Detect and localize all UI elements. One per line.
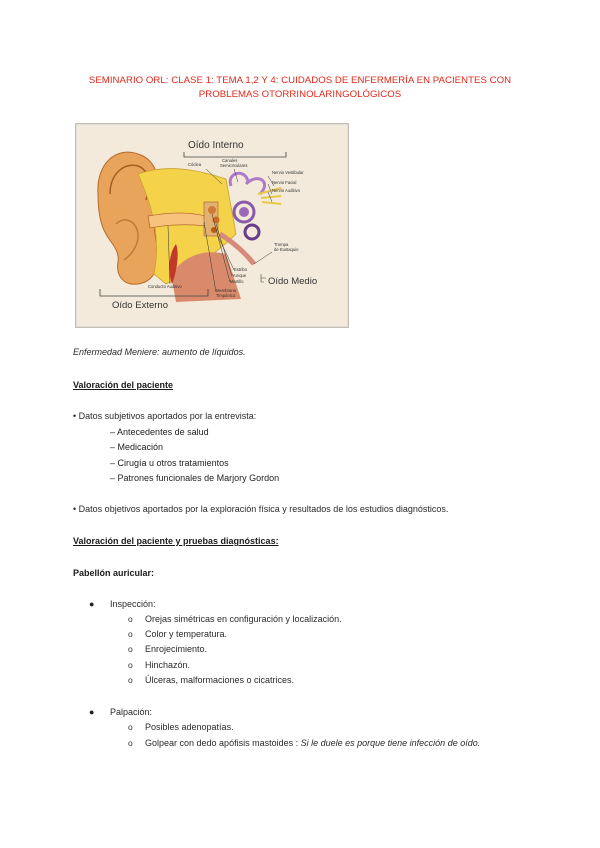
subitem-medicacion: – Medicación xyxy=(110,442,164,452)
title-line-2: PROBLEMAS OTORRINOLARINGOLÓGICOS xyxy=(198,89,402,100)
label-semicirculares: Semicirculares xyxy=(220,163,248,168)
circle-bullet-icon: o xyxy=(128,722,133,732)
label-yunque: Yunque xyxy=(232,273,247,278)
label-trompa: Trompa xyxy=(274,242,289,247)
label-nervio-facial: Nervio Facial xyxy=(272,180,297,185)
inspeccion-item-5: Úlceras, malformaciones o cicatrices. xyxy=(145,675,295,685)
inspeccion-item-2: Color y temperatura. xyxy=(145,629,228,639)
circle-bullet-icon: o xyxy=(128,675,133,685)
circle-bullet-icon: o xyxy=(128,629,133,639)
filled-bullet-icon: ● xyxy=(89,707,95,717)
heading-valoracion-pruebas: Valoración del paciente y pruebas diagnósticas: xyxy=(73,536,279,546)
label-oido-externo: Oído Externo xyxy=(112,300,168,311)
inspeccion-item-1: Orejas simétricas en configuración y localización. xyxy=(145,614,342,624)
label-inspeccion: Inspección: xyxy=(110,599,156,609)
filled-bullet-icon: ● xyxy=(89,599,95,609)
label-eustaquio: de Eustaquio xyxy=(274,247,299,252)
circle-bullet-icon: o xyxy=(128,644,133,654)
label-nervio-vestibular: Nervio Vestibular xyxy=(272,170,304,175)
bullet-glyph: • xyxy=(73,504,77,514)
inspeccion-item-4: Hinchazón. xyxy=(145,660,191,670)
label-conducto: Conducto Auditivo xyxy=(148,284,182,289)
label-martillo: Martillo xyxy=(230,279,244,284)
label-oido-interno: Oído Interno xyxy=(188,140,244,151)
title-line-1: SEMINARIO ORL: CLASE 1: TEMA 1,2 Y 4: CUIDADOS DE ENFERMERÍA EN PACIENTES CON xyxy=(88,75,512,86)
inspeccion-item-3: Enrojecimiento. xyxy=(145,644,208,654)
label-oido-medio: Oído Medio xyxy=(268,276,318,287)
document-title xyxy=(70,74,530,102)
circle-bullet-icon: o xyxy=(128,614,133,624)
caption-meniere: Enfermedad Meniere: aumento de líquidos. xyxy=(73,347,246,357)
bullet-datos-subjetivos: • Datos subjetivos aportados por la entrevista: xyxy=(73,411,257,421)
label-palpacion: Palpación: xyxy=(110,707,153,717)
circle-bullet-icon: o xyxy=(128,660,133,670)
bullet-datos-objetivos: • Datos objetivos aportados por la exploración física y resultados de los estudios diagnósticos. xyxy=(73,504,449,514)
palpacion-item-1: Posibles adenopatías. xyxy=(145,722,234,732)
bullet-glyph: • xyxy=(73,411,77,421)
label-membrana: Membrana xyxy=(216,288,237,293)
label-timpanica: Timpánica xyxy=(216,293,236,298)
palpacion-item-2: Golpear con dedo apófisis mastoides : Si le duele es porque tiene infección de oído. xyxy=(145,738,481,748)
subheading-pabellon: Pabellón auricular: xyxy=(73,568,155,578)
ear-diagram xyxy=(76,124,348,327)
subitem-patrones: – Patrones funcionales de Marjory Gordon xyxy=(110,473,280,483)
subitem-cirugia: – Cirugía u otros tratamientos xyxy=(110,458,229,468)
label-estribo: Estribo xyxy=(234,267,248,272)
heading-valoracion-paciente: Valoración del paciente xyxy=(73,380,174,390)
label-coclea: Cóclea xyxy=(188,162,202,167)
circle-bullet-icon: o xyxy=(128,738,133,748)
label-nervio-auditivo: Nervio Auditivo xyxy=(272,188,300,193)
subitem-antecedentes: – Antecedentes de salud xyxy=(110,427,209,437)
label-canales: Canales xyxy=(222,158,238,163)
ear-anatomy-figure xyxy=(75,123,349,328)
